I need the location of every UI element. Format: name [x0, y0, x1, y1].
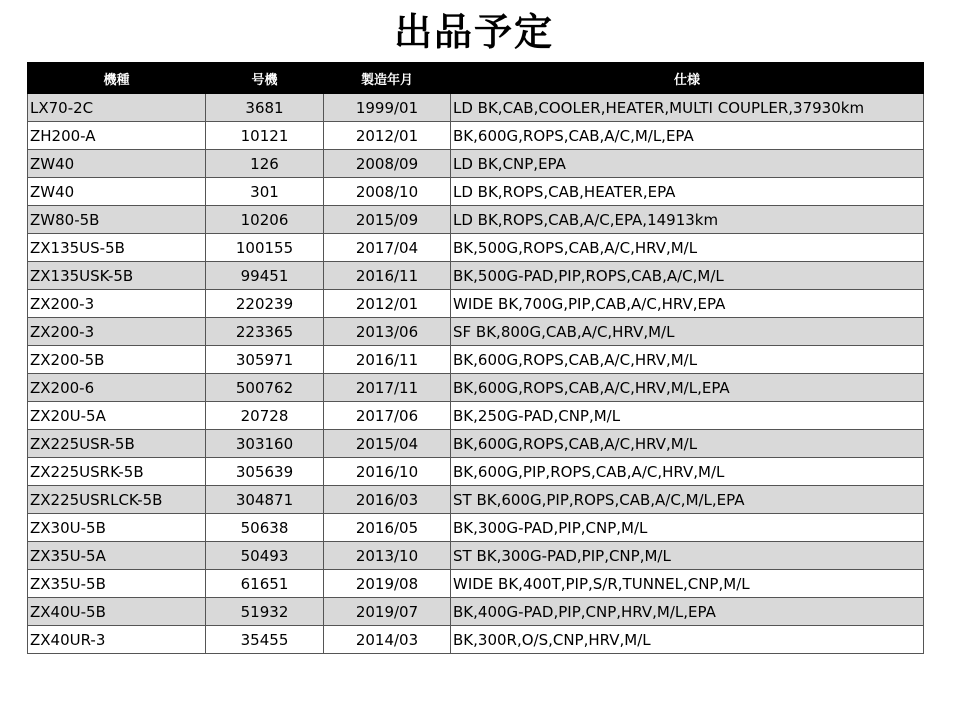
- cell-serial: 10121: [206, 122, 324, 150]
- cell-model: ZW40: [28, 150, 206, 178]
- table-row: [28, 542, 924, 570]
- cell-serial: 301: [206, 178, 324, 206]
- cell-manufacture-date: 2019/07: [324, 598, 451, 626]
- cell-specification: LD BK,CAB,COOLER,HEATER,MULTI COUPLER,37930km: [451, 94, 924, 122]
- cell-serial: 303160: [206, 430, 324, 458]
- cell-model: ZX225USRK-5B: [28, 458, 206, 486]
- cell-manufacture-date: 2016/11: [324, 262, 451, 290]
- cell-specification: BK,600G,ROPS,CAB,A/C,M/L,EPA: [451, 122, 924, 150]
- table-row: [28, 150, 924, 178]
- cell-model: ZX40U-5B: [28, 598, 206, 626]
- cell-manufacture-date: 1999/01: [324, 94, 451, 122]
- header-serial: 号機: [206, 63, 324, 94]
- cell-model: ZW80-5B: [28, 206, 206, 234]
- cell-model: ZX135USK-5B: [28, 262, 206, 290]
- cell-serial: 50638: [206, 514, 324, 542]
- cell-manufacture-date: 2017/11: [324, 374, 451, 402]
- table-row: [28, 570, 924, 598]
- table-row: [28, 262, 924, 290]
- cell-serial: 100155: [206, 234, 324, 262]
- table-row: [28, 458, 924, 486]
- page-title: 出品予定: [393, 10, 554, 54]
- cell-specification: LD BK,ROPS,CAB,HEATER,EPA: [451, 178, 924, 206]
- cell-serial: 20728: [206, 402, 324, 430]
- table-row: [28, 122, 924, 150]
- table-row: [28, 206, 924, 234]
- cell-model: ZX40UR-3: [28, 626, 206, 654]
- cell-model: ZX200-3: [28, 290, 206, 318]
- cell-serial: 50493: [206, 542, 324, 570]
- cell-serial: 305971: [206, 346, 324, 374]
- cell-manufacture-date: 2017/04: [324, 234, 451, 262]
- cell-model: ZX225USRLCK-5B: [28, 486, 206, 514]
- cell-specification: BK,600G,ROPS,CAB,A/C,HRV,M/L: [451, 430, 924, 458]
- cell-specification: SF BK,800G,CAB,A/C,HRV,M/L: [451, 318, 924, 346]
- cell-manufacture-date: 2019/08: [324, 570, 451, 598]
- table-row: [28, 626, 924, 654]
- cell-manufacture-date: 2014/03: [324, 626, 451, 654]
- table-row: [28, 94, 924, 122]
- cell-serial: 10206: [206, 206, 324, 234]
- cell-model: ZX200-5B: [28, 346, 206, 374]
- cell-specification: BK,500G,ROPS,CAB,A/C,HRV,M/L: [451, 234, 924, 262]
- table-row: [28, 430, 924, 458]
- cell-serial: 500762: [206, 374, 324, 402]
- header-model: 機種: [28, 63, 206, 94]
- cell-model: ZX200-6: [28, 374, 206, 402]
- cell-specification: LD BK,CNP,EPA: [451, 150, 924, 178]
- cell-model: ZX30U-5B: [28, 514, 206, 542]
- cell-serial: 35455: [206, 626, 324, 654]
- cell-specification: BK,600G,ROPS,CAB,A/C,HRV,M/L,EPA: [451, 374, 924, 402]
- table-row: [28, 178, 924, 206]
- cell-specification: BK,400G-PAD,PIP,CNP,HRV,M/L,EPA: [451, 598, 924, 626]
- cell-specification: BK,600G,ROPS,CAB,A/C,HRV,M/L: [451, 346, 924, 374]
- header-specification: 仕様: [451, 63, 924, 94]
- cell-specification: ST BK,300G-PAD,PIP,CNP,M/L: [451, 542, 924, 570]
- cell-serial: 99451: [206, 262, 324, 290]
- cell-model: LX70-2C: [28, 94, 206, 122]
- cell-model: ZX20U-5A: [28, 402, 206, 430]
- table-row: [28, 318, 924, 346]
- cell-manufacture-date: 2016/05: [324, 514, 451, 542]
- table-row: [28, 346, 924, 374]
- cell-specification: ST BK,600G,PIP,ROPS,CAB,A/C,M/L,EPA: [451, 486, 924, 514]
- table-row: [28, 486, 924, 514]
- cell-serial: 3681: [206, 94, 324, 122]
- cell-specification: LD BK,ROPS,CAB,A/C,EPA,14913km: [451, 206, 924, 234]
- cell-model: ZH200-A: [28, 122, 206, 150]
- table-row: [28, 234, 924, 262]
- cell-manufacture-date: 2015/04: [324, 430, 451, 458]
- cell-specification: BK,250G-PAD,CNP,M/L: [451, 402, 924, 430]
- cell-specification: BK,600G,PIP,ROPS,CAB,A/C,HRV,M/L: [451, 458, 924, 486]
- cell-manufacture-date: 2016/10: [324, 458, 451, 486]
- cell-serial: 126: [206, 150, 324, 178]
- cell-serial: 223365: [206, 318, 324, 346]
- cell-model: ZW40: [28, 178, 206, 206]
- cell-manufacture-date: 2016/11: [324, 346, 451, 374]
- cell-model: ZX35U-5B: [28, 570, 206, 598]
- header-manufacture-date: 製造年月: [324, 63, 451, 94]
- cell-manufacture-date: 2015/09: [324, 206, 451, 234]
- cell-specification: BK,300R,O/S,CNP,HRV,M/L: [451, 626, 924, 654]
- listing-table: [27, 62, 924, 654]
- cell-manufacture-date: 2013/10: [324, 542, 451, 570]
- cell-manufacture-date: 2008/10: [324, 178, 451, 206]
- cell-specification: BK,300G-PAD,PIP,CNP,M/L: [451, 514, 924, 542]
- cell-specification: WIDE BK,700G,PIP,CAB,A/C,HRV,EPA: [451, 290, 924, 318]
- cell-model: ZX225USR-5B: [28, 430, 206, 458]
- table-row: [28, 374, 924, 402]
- cell-manufacture-date: 2013/06: [324, 318, 451, 346]
- cell-model: ZX135US-5B: [28, 234, 206, 262]
- table-row: [28, 402, 924, 430]
- cell-model: ZX35U-5A: [28, 542, 206, 570]
- cell-serial: 304871: [206, 486, 324, 514]
- cell-specification: WIDE BK,400T,PIP,S/R,TUNNEL,CNP,M/L: [451, 570, 924, 598]
- cell-serial: 61651: [206, 570, 324, 598]
- table-row: [28, 514, 924, 542]
- cell-manufacture-date: 2008/09: [324, 150, 451, 178]
- cell-serial: 51932: [206, 598, 324, 626]
- cell-manufacture-date: 2016/03: [324, 486, 451, 514]
- cell-serial: 305639: [206, 458, 324, 486]
- table-row: [28, 290, 924, 318]
- cell-manufacture-date: 2017/06: [324, 402, 451, 430]
- cell-manufacture-date: 2012/01: [324, 290, 451, 318]
- cell-specification: BK,500G-PAD,PIP,ROPS,CAB,A/C,M/L: [451, 262, 924, 290]
- table-row: [28, 598, 924, 626]
- cell-model: ZX200-3: [28, 318, 206, 346]
- cell-manufacture-date: 2012/01: [324, 122, 451, 150]
- cell-serial: 220239: [206, 290, 324, 318]
- table-header-row: [28, 63, 924, 94]
